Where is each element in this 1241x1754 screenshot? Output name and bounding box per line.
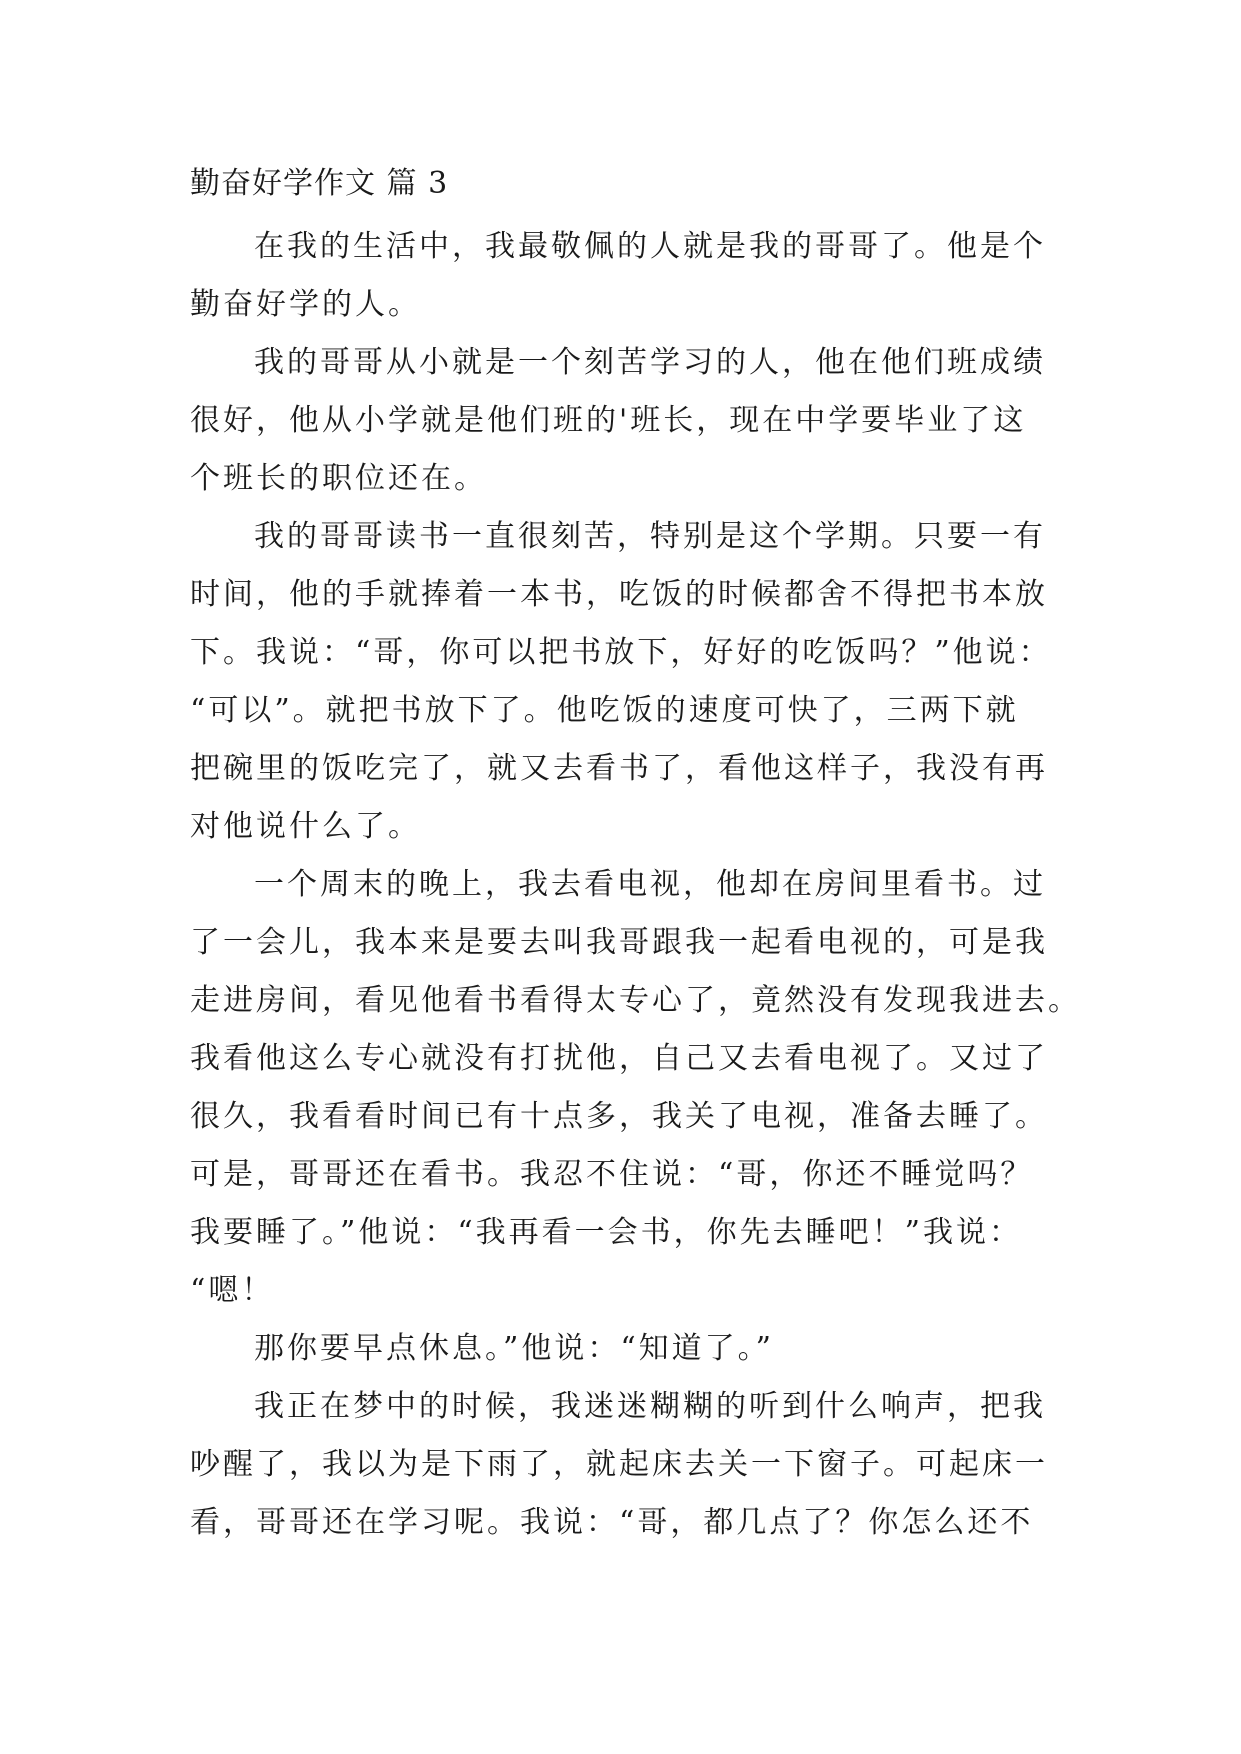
- text-line: 我的哥哥从小就是一个刻苦学习的人，他在他们班成绩: [254, 345, 1046, 380]
- text-line: 我看他这么专心就没有打扰他，自己又去看电视了。又过了: [190, 1041, 1048, 1076]
- text-line: 下。我说：“哥，你可以把书放下，好好的吃饭吗？”他说：: [190, 635, 1052, 670]
- text-line: 走进房间，看见他看书看得太专心了，竟然没有发现我进去。: [190, 983, 1081, 1018]
- text-line: “嗯！: [190, 1273, 275, 1308]
- text-line: 我要睡了。”他说：“我再看一会书，你先去睡吧！”我说：: [190, 1215, 1023, 1250]
- text-line: 看，哥哥还在学习呢。我说：“哥，都几点了？你怎么还不: [190, 1505, 1034, 1540]
- text-line: 对他说什么了。: [190, 809, 421, 844]
- text-line: 很久，我看看时间已有十点多，我关了电视，准备去睡了。: [190, 1099, 1048, 1134]
- text-line: 很好，他从小学就是他们班的'班长，现在中学要毕业了这: [190, 403, 1027, 438]
- text-line: 个班长的职位还在。: [190, 461, 487, 496]
- text-line: 时间，他的手就捧着一本书，吃饭的时候都舍不得把书本放: [190, 577, 1048, 612]
- text-line: 我正在梦中的时候，我迷迷糊糊的听到什么响声，把我: [254, 1389, 1046, 1424]
- text-line: 勤奋好学的人。: [190, 287, 421, 322]
- text-line: 在我的生活中，我最敬佩的人就是我的哥哥了。他是个: [254, 229, 1046, 264]
- text-line: “可以”。就把书放下了。他吃饭的速度可快了，三两下就: [190, 693, 1019, 728]
- document-title: 勤奋好学作文 篇 3: [190, 166, 449, 201]
- text-line: 我的哥哥读书一直很刻苦，特别是这个学期。只要一有: [254, 519, 1046, 554]
- text-line: 一个周末的晚上，我去看电视，他却在房间里看书。过: [254, 867, 1046, 902]
- document-body: [190, 218, 1090, 1552]
- text-line: 把碗里的饭吃完了，就又去看书了，看他这样子，我没有再: [190, 751, 1048, 786]
- text-line: 那你要早点休息。”他说：“知道了。”: [254, 1331, 775, 1366]
- text-line: 了一会儿，我本来是要去叫我哥跟我一起看电视的，可是我: [190, 925, 1048, 960]
- text-line: 吵醒了，我以为是下雨了，就起床去关一下窗子。可起床一: [190, 1447, 1048, 1482]
- text-line: 可是，哥哥还在看书。我忍不住说：“哥，你还不睡觉吗？: [190, 1157, 1034, 1192]
